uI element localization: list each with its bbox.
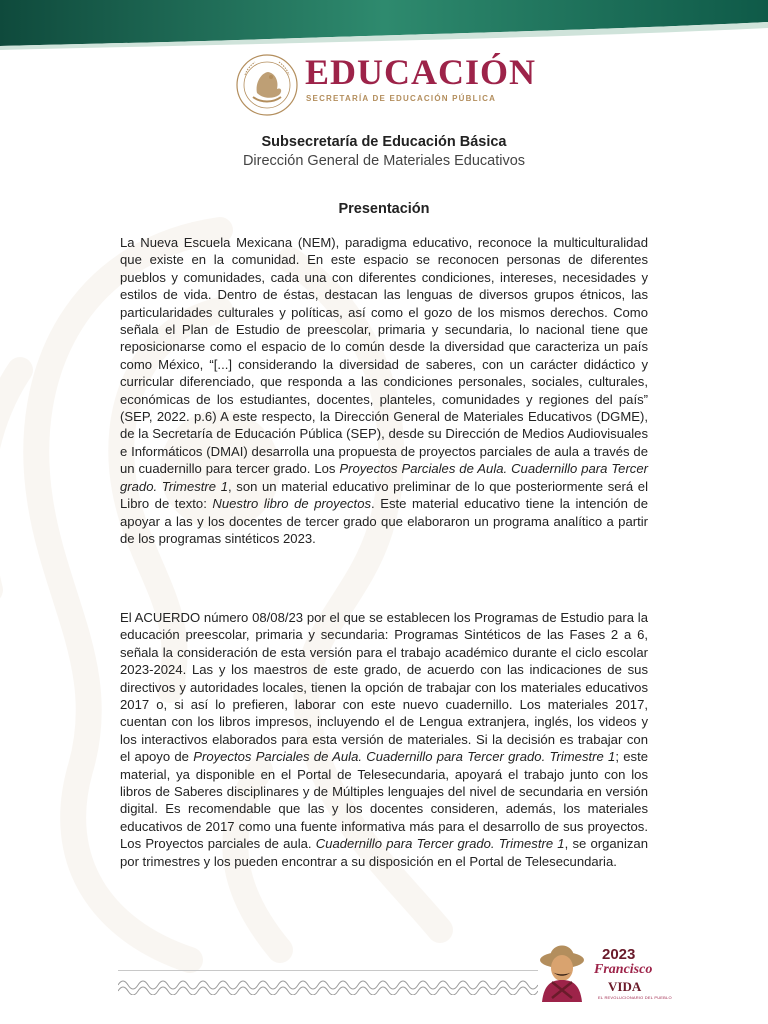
text-run: ; este material, ya disponible en el Portal de Telesecundaria, apoyará el trabajo junto con los libros de Saberes disciplinares y de Múltiples lenguajes del nivel de secundaria en versión digital. Es recomendable que las y los docentes consideren, además, los materiales educativos de 2017 como una fuente informativa más para el desarrollo de sus proyectos. Los Proyectos parciales de aula. [120,749,648,852]
footer-decorative-pattern [118,975,538,995]
italic-title-run: Proyectos Parciales de Aula. Cuadernillo para Tercer grado. Trimestre 1 [193,749,616,765]
footer-name: Francisco [594,962,653,977]
paragraph-2 [120,609,648,870]
direccion-heading: Dirección General de Materiales Educativos [242,153,526,169]
paragraph-1 [120,234,648,547]
text-run: , son un material educativo preliminar de lo que posteriormente será el Libro de texto: [120,478,648,512]
text-run: El ACUERDO número 08/08/23 por el que se establecen los Programas de Estudio para la educación preescolar, primaria y secundaria: Programas Sintéticos de las Fases 2 a 6, señala la consideración de esta versión para el trabajo académico durante el ciclo escolar 2023-2024. Las y los maestros de este grado, de acuerdo con las indicaciones de sus directivos y autoridades locales, tienen la opción de trabajar con los materiales educativos 2017 o, si así lo prefieren, laborar con este nuevo cuadernillo. Los materiales 2017, cuentan con los libros impresos, incluyendo el de Lengua extranjera, inglés, los videos y los interactivos elaborados para esta versión de materiales. Si la decisión es trabajar con el apoyo de [120,610,648,765]
subsecretaria-heading: Subsecretaría de Educación Básica [261,134,507,150]
footer-divider [118,970,538,971]
section-title: Presentación [338,201,430,217]
national-seal-icon [235,53,299,117]
education-logo-title: EDUCACIÓN [305,52,537,92]
footer-year: 2023 [602,946,636,963]
italic-title-run: Nuestro libro de proyectos [212,496,372,512]
header [0,50,768,122]
footer-caption: EL REVOLUCIONARIO DEL PUEBLO [598,995,672,1000]
text-run: . Este material educativo tiene la intención de apoyar a las y los docentes de tercer grado que elaboraron un programa analítico a partir de los programas sintéticos 2023. [120,496,648,546]
footer-vida: VIDA [608,979,642,994]
italic-title-run: Proyectos Parciales de Aula. Cuadernillo para Tercer grado. Trimestre 1 [120,461,648,494]
text-run: , se organizan por trimestres y los pueden encontrar a su disposición en el Portal de Telesecundaria. [120,836,648,869]
text-run: La Nueva Escuela Mexicana (NEM), paradigma educativo, reconoce la multiculturalidad que existe en la comunidad. En este espacio se reconocen personas de diferentes pueblos y comunidades, cada una con diferentes condiciones, intereses, necesidades y estilos de vida. Dentro de éstas, destacan las lenguas de diversos grupos étnicos, las particularidades culturales y políticas, así como el gozo de los mismos derechos. Como señala el Plan de Estudio de preescolar, primaria y secundaria, lo nacional tiene que reposicionarse como el espacio de lo común desde la diversidad que caracteriza un país como México, “[...] considerando la diversidad de saberes, con un carácter didáctico y curricular diferenciado, que responda a las condiciones personales, sociales, culturales, económicas de los estudiantes, docentes, planteles, comunidades y regiones del país” (SEP, 2022. p.6) A este respecto, la Dirección General de Materiales Educativos (DGME), de la Secretaría de Educación Pública (SEP), desde su Dirección de Medios Audiovisuales e Informáticos (DMAI) desarrolla una propuesta de proyectos parciales de aula a través de un cuadernillo para tercer grado. Los [120,235,648,477]
education-logo-subtitle: SECRETARÍA DE EDUCACIÓN PÚBLICA [306,94,497,103]
top-decorative-band [0,0,768,52]
italic-title-run: Cuadernillo para Tercer grado. Trimestre 1 [315,836,565,852]
